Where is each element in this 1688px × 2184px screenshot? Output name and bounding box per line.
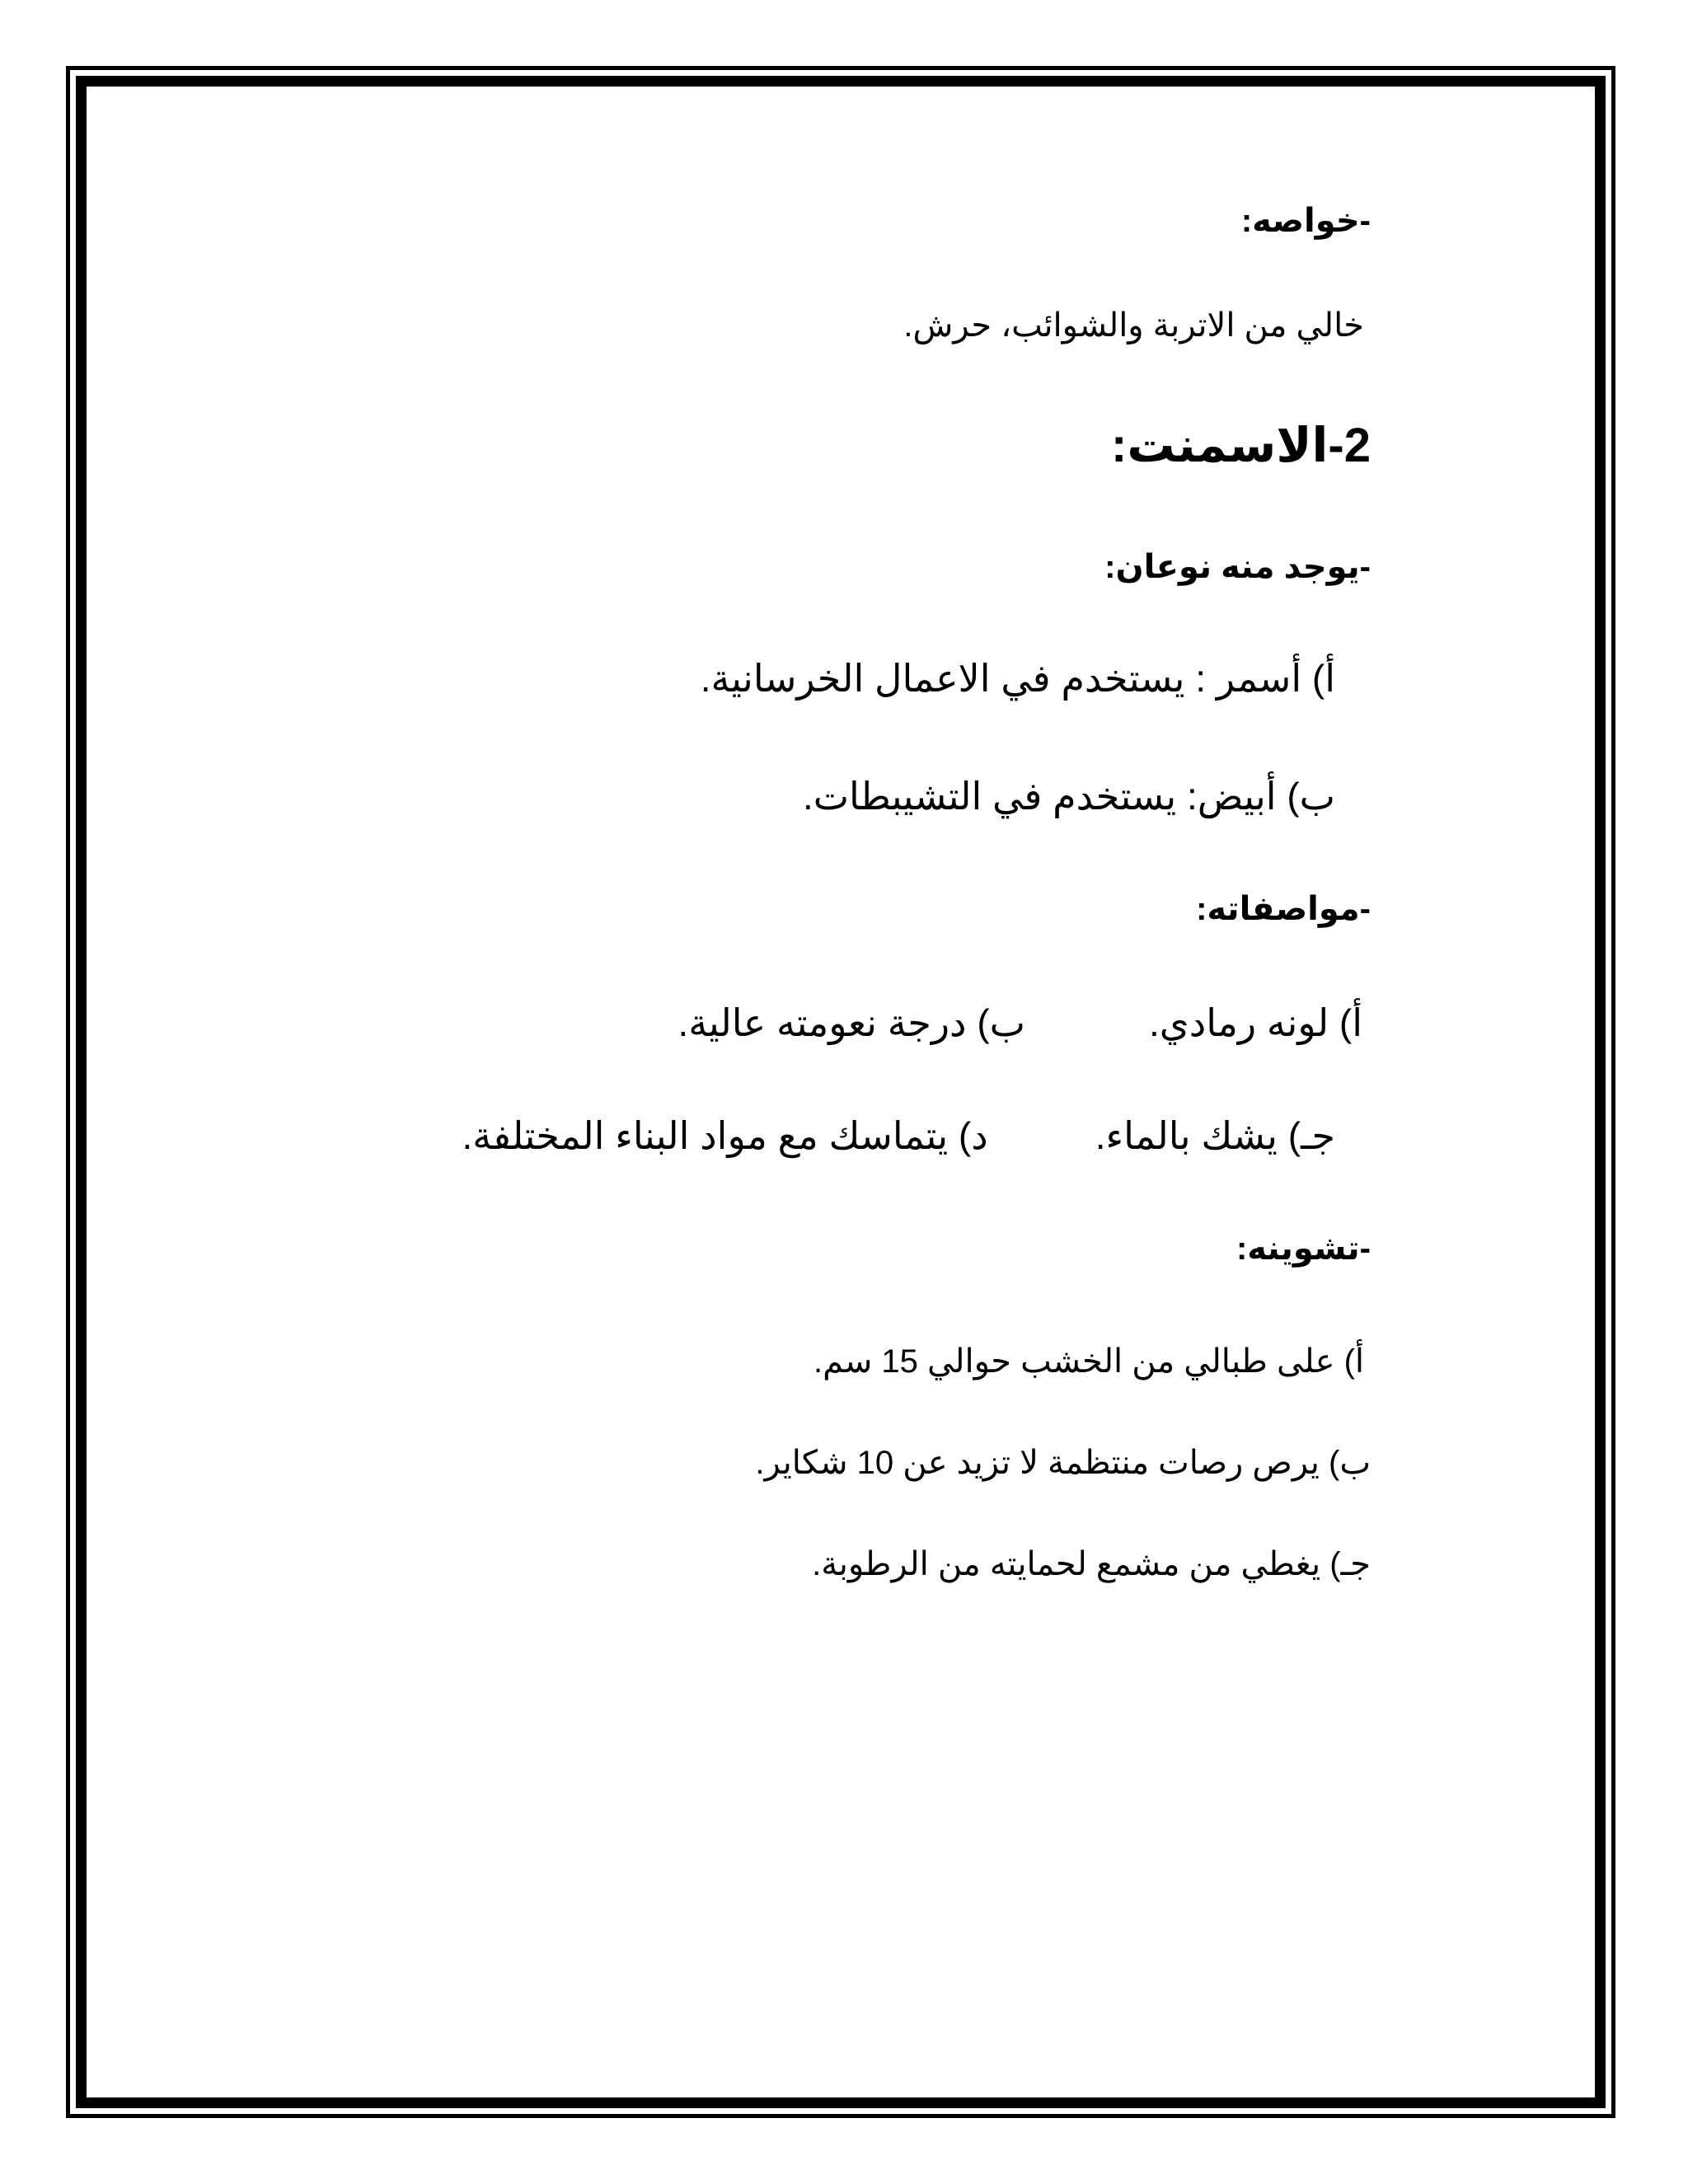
page-border-inner <box>76 76 1606 2108</box>
specs-row-2 <box>462 1114 1335 1157</box>
spec-b: ب) درجة نعومته عالية. <box>678 1001 1025 1044</box>
specs-heading: -مواصفاته: <box>1196 891 1371 927</box>
cement-title: 2-الاسمنت: <box>1111 419 1371 472</box>
spec-a: أ) لونه رمادي. <box>1148 1001 1362 1044</box>
properties-heading: -خواصه: <box>1240 203 1371 239</box>
storage-c: جـ) يغطي من مشمع لحمايته من الرطوبة. <box>812 1546 1371 1582</box>
properties-text: خالي من الاتربة والشوائب، حرش. <box>903 307 1364 344</box>
specs-row-1 <box>678 1001 1362 1044</box>
spec-c: جـ) يشك بالماء. <box>1095 1114 1335 1157</box>
storage-b: ب) يرص رصات منتظمة لا تزيد عن 10 شكاير. <box>755 1445 1371 1481</box>
storage-a: أ) على طبالي من الخشب حوالي 15 سم. <box>813 1343 1364 1380</box>
type-a: أ) أسمر : يستخدم في الاعمال الخرسانية. <box>700 657 1335 700</box>
types-heading: -يوجد منه نوعان: <box>1104 549 1371 585</box>
type-b: ب) أبيض: يستخدم في التشيبطات. <box>802 775 1335 818</box>
storage-heading: -تشوينه: <box>1236 1230 1371 1267</box>
spec-d: د) يتماسك مع مواد البناء المختلفة. <box>462 1114 988 1157</box>
